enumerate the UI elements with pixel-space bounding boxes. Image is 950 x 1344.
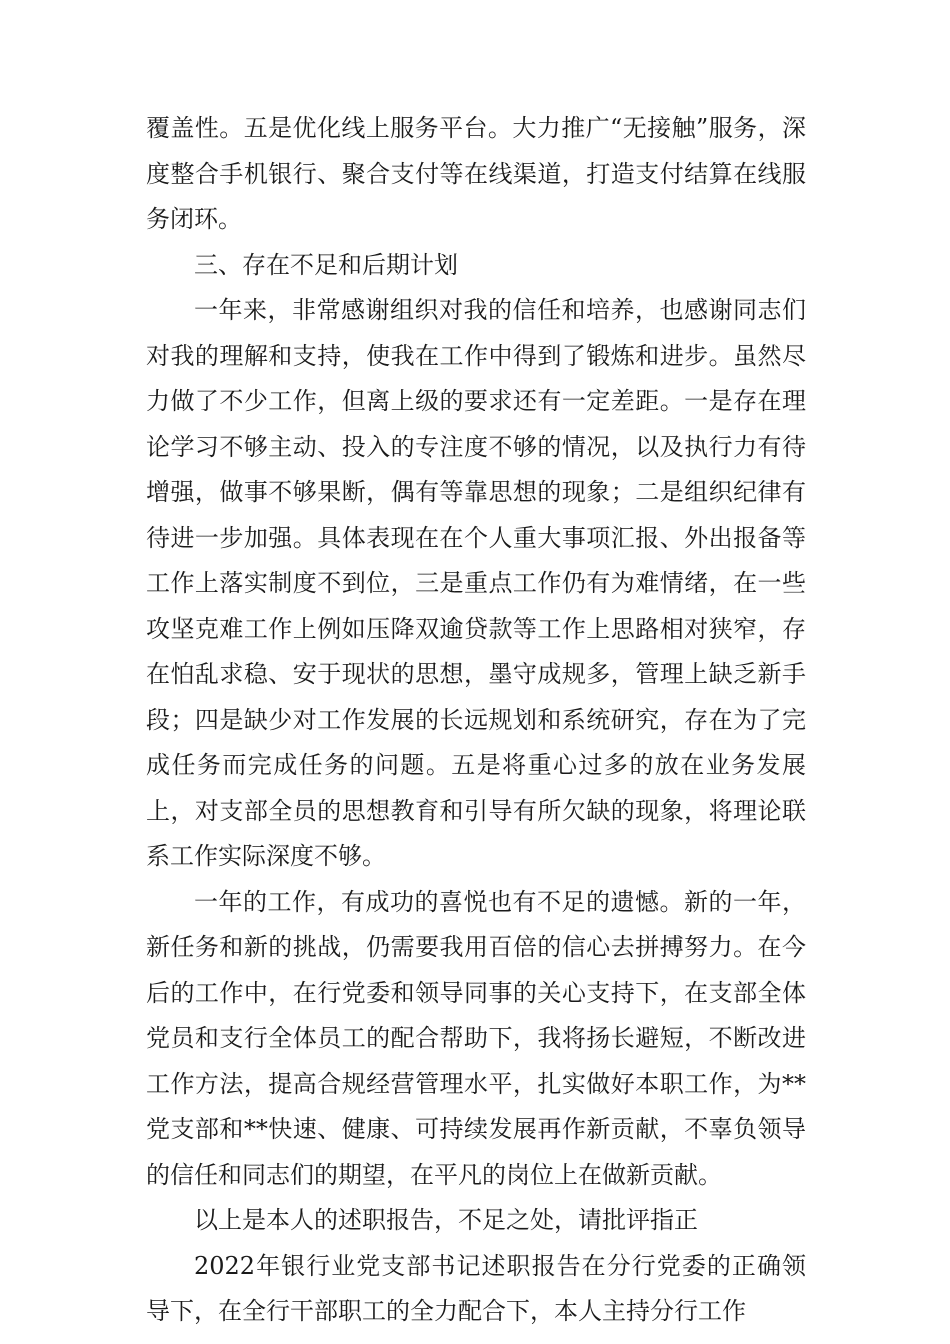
paragraph-continuation: 覆盖性。五是优化线上服务平台。大力推广“无接触”服务，深度整合手机银行、聚合支付等在线渠道，打造支付结算在线服务闭环。 xyxy=(146,114,806,233)
paragraph-shortcomings: 一年来，非常感谢组织对我的信任和培养，也感谢同志们对我的理解和支持，使我在工作中得到了锻炼和进步。虽然尽力做了不少工作，但离上级的要求还有一定差距。一是存在理论学习不够主动、投入的专注度不够的情况，以及执行力有待增强，做事不够果断，偶有等靠思想的现象；二是组织纪律有待进一步加强。具体表现在在个人重大事项汇报、外出报备等工作上落实制度不到位，三是重点工作仍有为难情绪，在一些攻坚克难工作上例如压降双逾贷款等工作上思路相对狭窄，存在怕乱求稳、安于现状的思想，墨守成规多，管理上缺乏新手段；四是缺少对工作发展的长远规划和系统研究，存在为了完成任务而完成任务的问题。五是将重心过多的放在业务发展上，对支部全员的思想教育和引导有所欠缺的现象，将理论联系工作实际深度不够。 xyxy=(146,296,806,870)
paragraph-closing: 以上是本人的述职报告，不足之处，请批评指正 xyxy=(194,1206,698,1234)
paragraph-next-report: 2022年银行业党支部书记述职报告在分行党委的正确领导下，在全行干部职工的全力配合下，本人主持分行工作 xyxy=(146,1251,806,1325)
section-heading: 三、存在不足和后期计划 xyxy=(194,250,458,279)
paragraph-outlook: 一年的工作，有成功的喜悦也有不足的遗憾。新的一年，新任务和新的挑战，仍需要我用百倍的信心去拼搏努力。在今后的工作中，在行党委和领导同事的关心支持下，在支部全体党员和支行全体员工的配合帮助下，我将扬长避短，不断改进工作方法，提高合规经营管理水平，扎实做好本职工作，为**党支部和**快速、健康、可持续发展再作新贡献，不辜负领导的信任和同志们的期望，在平凡的岗位上在做新贡献。 xyxy=(146,887,806,1189)
document-body xyxy=(146,106,806,1335)
